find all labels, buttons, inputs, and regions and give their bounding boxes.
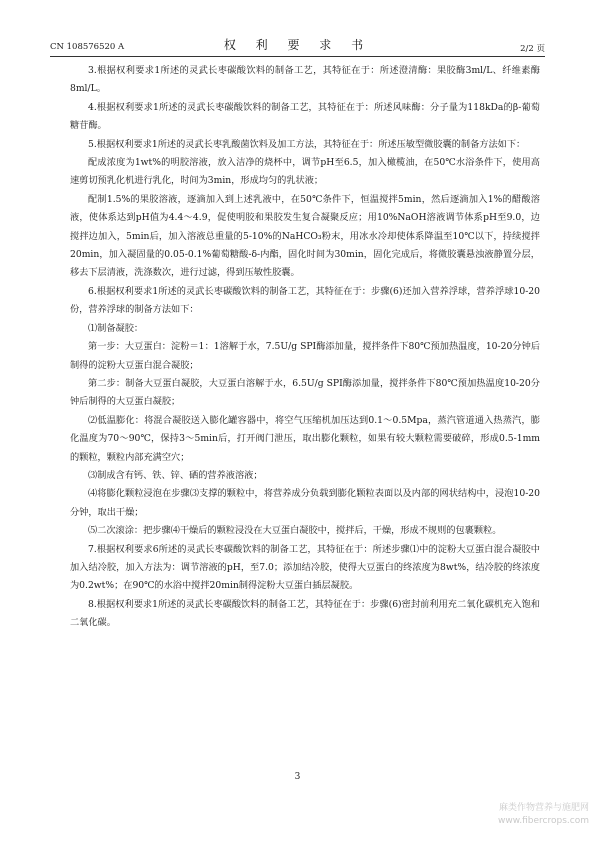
claim-6-step-2: 第二步：制备大豆蛋白凝胶，大豆蛋白溶解于水，6.5U/g SPI酶添加量，搅拌条件下80℃预加热温度10-20分钟后制得的大豆蛋白凝胶； <box>70 377 540 408</box>
claim-6-item-5: ⑸二次滚涂：把步骤⑷干燥后的颗粒浸没在大豆蛋白凝胶中，搅拌后，干燥，形成不规则的包裹颗粒。 <box>88 525 502 537</box>
claim-5-step-2: 配制1.5%的果胶溶液，逐滴加入到上述乳液中，在50℃条件下，恒温搅拌5min，然后逐滴加入1%的醋酸溶液，使体系达到pH值为4.4～4.9，促使明胶和果胶发生复合凝聚反应；用10%NaOH溶液调节体系pH至9.0，边搅拌边加入，5min后，加入溶液总重量的5-10%的NaHCO₃粉末，用冰水冷却使体系降温至10℃以下，持续搅拌20min，加入凝固量的0.05-0.1%葡萄糖酸-δ-内酯，固化时间为30min，固化完成后，将微胶囊悬浊液静置分层，移去下层清液，洗涤数次，进行过滤，得到压敏性胶囊。 <box>70 193 540 279</box>
watermark-url: www.fibercrops.com <box>498 816 589 826</box>
section-title: 权 利 要 求 书 <box>223 38 372 52</box>
claim-3: 3.根据权利要求1所述的灵武长枣碳酸饮料的制备工艺，其特征在于：所述澄清酶：果胶酶3ml/L、纤维素酶8ml/L。 <box>70 65 540 95</box>
claim-7: 7.根据权利要求6所述的灵武长枣碳酸饮料的制备工艺，其特征在于：所述步骤⑴中的淀粉大豆蛋白混合凝胶中加入结冷胶，加入方法为：调节溶液的pH，至7.0；添加结冷胶，使得大豆蛋白的终浓度为8wt%，结冷胶的终浓度为0.2wt%；在90℃的水浴中搅拌20min制得淀粉大豆蛋白插层凝胶。 <box>70 543 540 592</box>
watermark-site-name: 麻类作物营养与施肥网 <box>498 803 589 813</box>
claim-6-item-3: ⑶制成含有钙、铁、锌、硒的营养液溶液； <box>88 469 263 481</box>
claim-6-item-2: ⑵低温膨化：将混合凝胶送入膨化罐容器中，将空气压缩机加压达到0.1～0.5Mpa，蒸汽管道通入热蒸汽，膨化温度为70～90℃，保持3～5min后，打开阀门泄压，取出膨化颗粒，如果有较大颗粒需要破碎，形成0.5-1mm的颗粒，颗粒内部充满空穴； <box>70 414 540 463</box>
claim-5: 5.根据权利要求1所述的灵武长枣乳酸菌饮料及加工方法，其特征在于：所述压敏型微胶囊的制备方法如下： <box>88 138 526 150</box>
claim-6: 6.根据权利要求1所述的灵武长枣碳酸饮料的制备工艺，其特征在于：步骤(6)还加入营养浮球，营养浮球10-20份，营养浮球的制备方法如下： <box>70 285 540 316</box>
claim-6-item-1: ⑴制备凝胶： <box>88 322 144 334</box>
page-header <box>50 34 545 57</box>
patent-number: CN 108576520 A <box>50 42 125 52</box>
claim-8: 8.根据权利要求1所述的灵武长枣碳酸饮料的制备工艺，其特征在于：步骤(6)密封前利用充二氧化碳机充入饱和二氧化碳。 <box>70 598 540 629</box>
page-indicator: 2/2 页 <box>520 44 545 54</box>
watermark <box>498 802 589 828</box>
claim-6-item-4: ⑷将膨化颗粒浸泡在步骤⑶支撑的颗粒中，将营养成分负载到膨化颗粒表面以及内部的网状结构中，浸泡10-20分钟，取出干燥； <box>70 488 540 518</box>
claims-body <box>70 62 540 633</box>
claim-6-step-1: 第一步：大豆蛋白：淀粉＝1：1溶解于水，7.5U/g SPI酶添加量，搅拌条件下80℃预加热温度，10-20分钟后制得的淀粉大豆蛋白混合凝胶； <box>70 341 540 371</box>
claim-5-step-1: 配成浓度为1wt%的明胶溶液，放入洁净的烧杯中，调节pH至6.5，加入橄榄油，在50℃水浴条件下，使用高速剪切预乳化机进行乳化，时间为3min，形成均匀的乳状液； <box>70 157 540 187</box>
page-number: 3 <box>294 772 301 782</box>
claim-4: 4.根据权利要求1所述的灵武长枣碳酸饮料的制备工艺，其特征在于：所述风味酶：分子量为118kDa的β-葡萄糖苷酶。 <box>70 101 540 132</box>
